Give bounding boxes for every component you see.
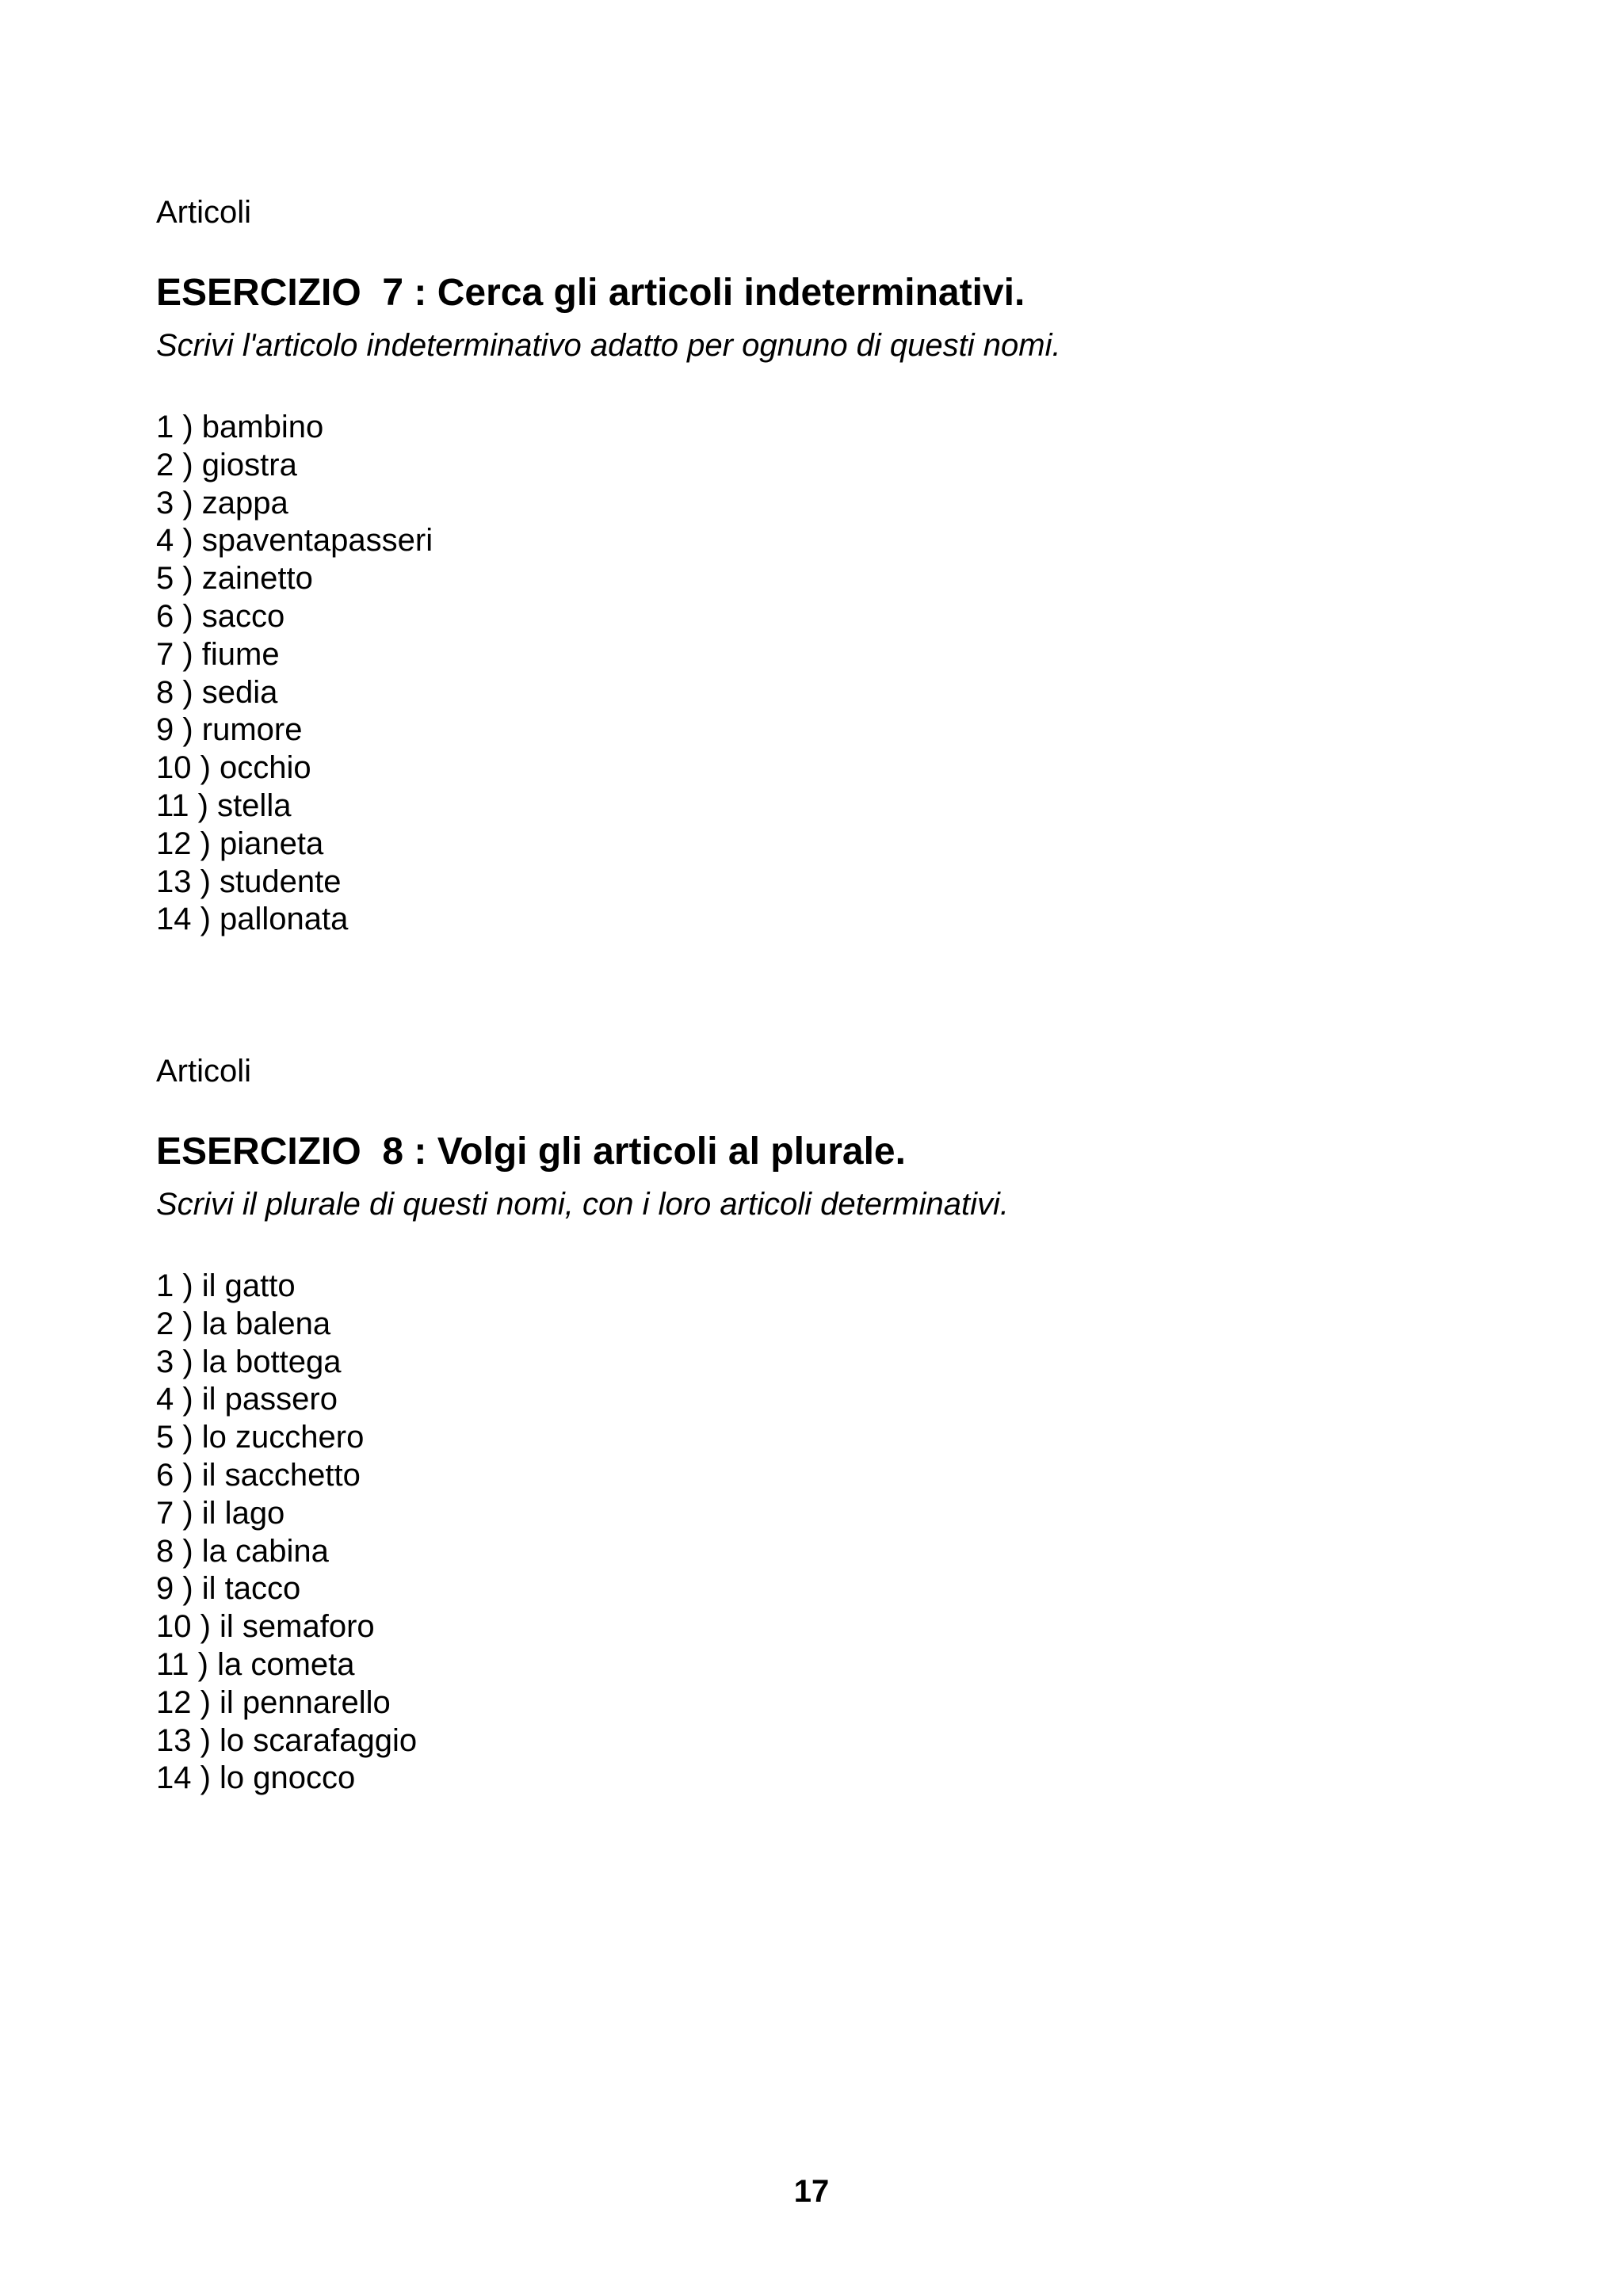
list-item: 4 ) spaventapasseri [156, 523, 433, 559]
exercise-7-section [156, 189, 1503, 939]
list-item: 6 ) il sacchetto [156, 1457, 361, 1493]
list-item: 8 ) la cabina [156, 1533, 329, 1569]
list-item: 2 ) giostra [156, 447, 297, 482]
exercise-item-list [156, 1268, 1503, 1798]
list-item: 5 ) lo zucchero [156, 1420, 365, 1455]
exercise-title: ESERCIZIO 8 : Volgi gli articoli al plurale. [156, 1131, 906, 1173]
list-item: 9 ) rumore [156, 712, 303, 748]
list-item: 4 ) il passero [156, 1382, 338, 1417]
list-item: 11 ) la cometa [156, 1646, 355, 1682]
list-item: 10 ) il semaforo [156, 1609, 375, 1645]
list-item: 8 ) sedia [156, 674, 278, 710]
section-category: Articoli [156, 1054, 252, 1089]
list-item: 1 ) il gatto [156, 1268, 296, 1303]
exercise-instruction: Scrivi il plurale di questi nomi, con i loro articoli determinativi. [156, 1187, 1009, 1222]
list-item: 13 ) studente [156, 864, 342, 899]
list-item: 14 ) pallonata [156, 902, 349, 937]
exercise-title: ESERCIZIO 7 : Cerca gli articoli indeterminativi. [156, 272, 1025, 314]
list-item: 2 ) la balena [156, 1306, 331, 1341]
list-item: 6 ) sacco [156, 598, 285, 634]
list-item: 3 ) zappa [156, 485, 288, 521]
list-item: 3 ) la bottega [156, 1344, 342, 1379]
list-item: 5 ) zainetto [156, 561, 313, 597]
page-number: 17 [793, 2174, 830, 2209]
list-item: 12 ) il pennarello [156, 1684, 391, 1720]
list-item: 10 ) occhio [156, 750, 311, 786]
exercise-instruction: Scrivi l'articolo indeterminativo adatto per ognuno di questi nomi. [156, 328, 1061, 363]
list-item: 11 ) stella [156, 788, 292, 823]
list-item: 9 ) il tacco [156, 1571, 301, 1607]
exercise-8-section [156, 1047, 1503, 1798]
list-item: 7 ) fiume [156, 636, 280, 672]
list-item: 13 ) lo scarafaggio [156, 1722, 418, 1758]
section-category: Articoli [156, 195, 252, 230]
list-item: 14 ) lo gnocco [156, 1760, 356, 1796]
list-item: 1 ) bambino [156, 410, 324, 444]
list-item: 7 ) il lago [156, 1495, 285, 1531]
list-item: 12 ) pianeta [156, 826, 324, 861]
exercise-item-list [156, 409, 1503, 939]
